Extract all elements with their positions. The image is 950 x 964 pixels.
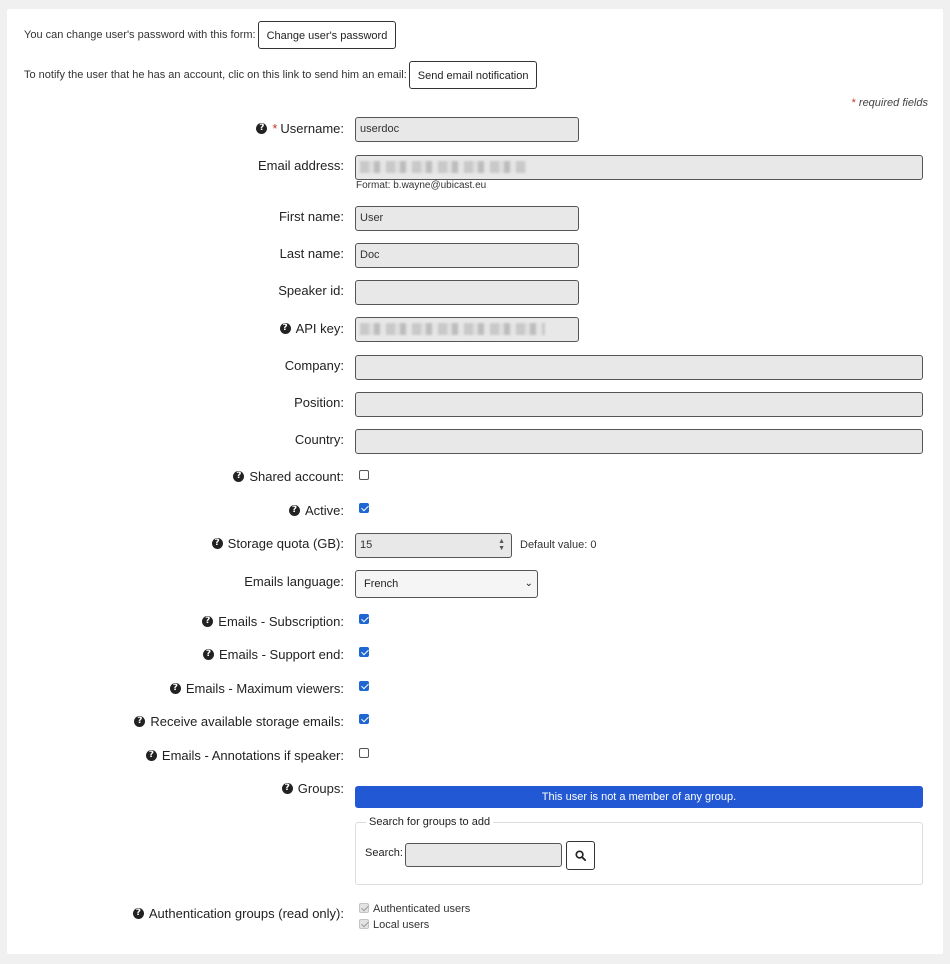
groups-label: ? Groups: [282,781,344,796]
emails-max-viewers-checkbox[interactable] [359,681,369,691]
company-input[interactable] [355,355,923,380]
groups-empty-banner: This user is not a member of any group. [355,786,923,808]
last-name-label: Last name: [279,246,344,261]
storage-emails-label: ? Receive available storage emails: [134,714,344,729]
question-circle-icon[interactable]: ? [134,716,145,727]
speaker-id-input[interactable] [355,280,579,305]
chevron-down-icon: ⌄ [524,578,533,589]
change-password-text: You can change user's password with this form: [24,29,256,41]
question-circle-icon[interactable]: ? [280,323,291,334]
question-circle-icon[interactable]: ? [212,538,223,549]
question-circle-icon[interactable]: ? [233,471,244,482]
last-name-input[interactable]: Doc [355,243,579,268]
auth-group-checkbox [359,903,369,913]
question-circle-icon[interactable]: ? [203,649,214,660]
question-circle-icon[interactable]: ? [289,505,300,516]
shared-account-label: ? Shared account: [233,469,344,484]
notify-text: To notify the user that he has an account, clic on this link to send him an email: [24,69,407,81]
api-key-label: ? API key: [280,321,344,336]
shared-account-checkbox[interactable] [359,470,369,480]
speaker-id-label: Speaker id: [278,283,344,298]
emails-support-end-checkbox[interactable] [359,647,369,657]
question-circle-icon[interactable]: ? [146,750,157,761]
emails-language-label: Emails language: [244,574,344,589]
auth-group-checkbox [359,919,369,929]
question-circle-icon[interactable]: ? [133,908,144,919]
first-name-input[interactable]: User [355,206,579,231]
notify-line [24,61,537,89]
email-input[interactable] [355,155,923,180]
storage-quota-stepper[interactable]: 15 ▲ ▼ [355,533,512,558]
emails-annotations-label: ? Emails - Annotations if speaker: [146,748,344,763]
question-circle-icon[interactable]: ? [256,123,267,134]
question-circle-icon[interactable]: ? [282,783,293,794]
emails-support-end-label: ? Emails - Support end: [203,647,344,662]
position-label: Position: [294,395,344,410]
question-circle-icon[interactable]: ? [170,683,181,694]
emails-annotations-checkbox[interactable] [359,748,369,758]
country-label: Country: [294,432,344,447]
change-password-button[interactable]: Change user's password [258,21,397,49]
emails-language-select[interactable]: French ⌄ [355,570,538,598]
username-label: ? * Username: [256,121,344,136]
email-redacted [360,161,526,173]
api-key-redacted [360,323,545,335]
api-key-input[interactable] [355,317,579,342]
storage-quota-default-note: Default value: 0 [520,539,597,551]
required-fields-note: * required fields [851,97,928,109]
active-checkbox[interactable] [359,503,369,513]
group-search-fieldset [355,816,923,885]
auth-group-item: Local users [359,919,429,931]
email-label: Email address: [258,158,344,173]
send-email-notification-button[interactable]: Send email notification [409,61,538,89]
group-search-input[interactable] [405,843,562,867]
auth-groups-label: ? Authentication groups (read only): [133,906,344,921]
search-icon [575,850,586,861]
group-search-legend: Search for groups to add [366,816,493,828]
company-label: Company: [284,358,344,373]
question-circle-icon[interactable]: ? [202,616,213,627]
email-format-hint: Format: b.wayne@ubicast.eu [356,180,487,191]
emails-max-viewers-label: ? Emails - Maximum viewers: [170,681,344,696]
change-password-line [24,21,396,49]
emails-subscription-checkbox[interactable] [359,614,369,624]
group-search-button[interactable] [566,841,595,870]
user-form-card [7,9,943,954]
first-name-label: First name: [278,209,344,224]
storage-emails-checkbox[interactable] [359,714,369,724]
position-input[interactable] [355,392,923,417]
spinner-arrows-icon[interactable]: ▲ ▼ [498,538,505,552]
storage-quota-label: ? Storage quota (GB): [212,536,344,551]
active-label: ? Active: [289,503,344,518]
emails-subscription-label: ? Emails - Subscription: [202,614,344,629]
group-search-label: Search: [365,847,403,859]
username-input[interactable]: userdoc [355,117,579,142]
auth-group-item: Authenticated users [359,903,470,915]
country-input[interactable] [355,429,923,454]
